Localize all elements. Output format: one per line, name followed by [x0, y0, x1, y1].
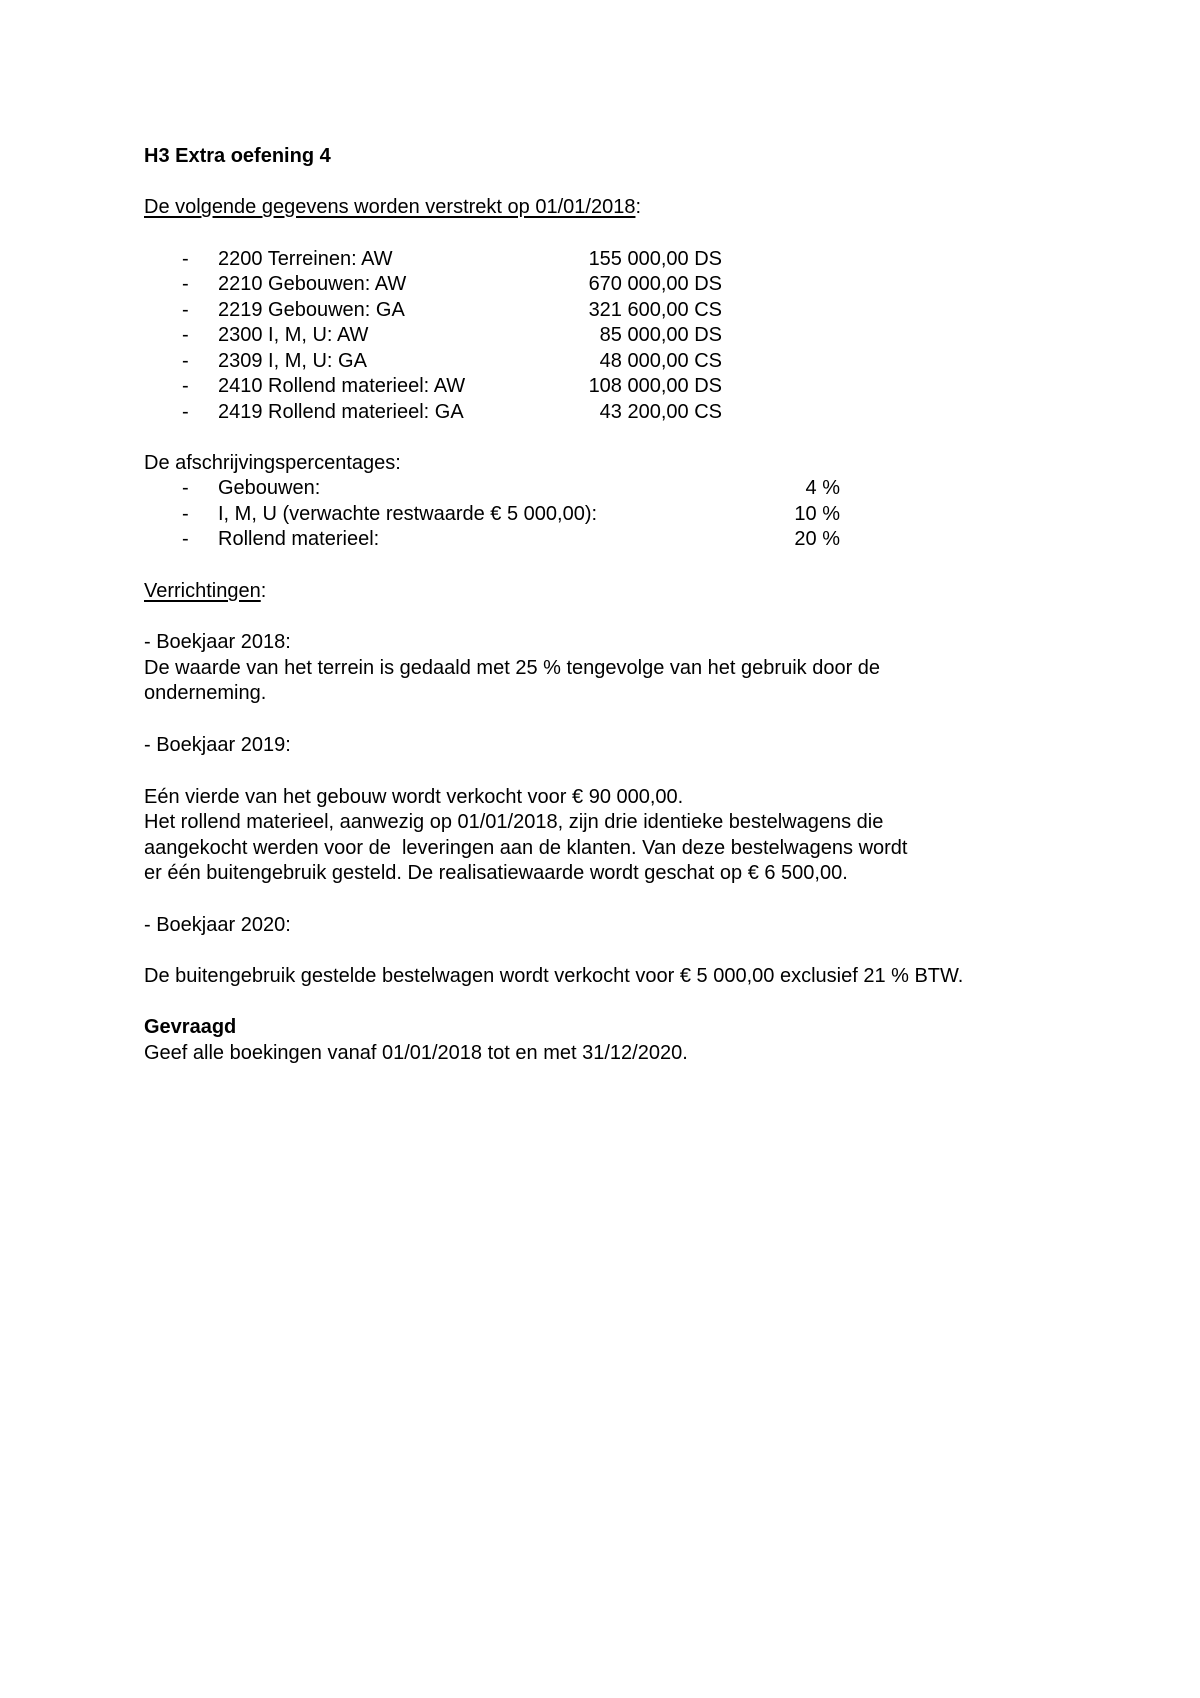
year-2018-label: - Boekjaar 2018: [144, 631, 291, 653]
depreciation-percentage: 20 % [794, 528, 840, 550]
depreciation-label: Gebouwen: [218, 477, 321, 499]
depreciation-heading: De afschrijvingspercentages: [144, 452, 401, 474]
transactions-heading [144, 578, 266, 604]
depreciation-label: Rollend materieel: [218, 528, 380, 550]
account-label: 2210 Gebouwen: AW [218, 273, 407, 295]
account-label: 2419 Rollend materieel: GA [218, 401, 464, 423]
year-2018-text: onderneming. [144, 682, 267, 704]
year-2019-text: er één buitengebruik gesteld. De realisatiewaarde wordt geschat op € 6 500,00. [144, 862, 848, 884]
year-2020-text: De buitengebruik gestelde bestelwagen wordt verkocht voor € 5 000,00 exclusief 21 % BTW. [144, 965, 964, 987]
question-heading: Gevraagd [144, 1016, 237, 1038]
account-label: 2410 Rollend materieel: AW [218, 375, 466, 397]
account-amount: 670 000,00 DS [588, 273, 722, 295]
account-amount: 48 000,00 CS [599, 350, 722, 372]
depreciation-percentage: 10 % [794, 503, 840, 525]
year-2019-text: aangekocht werden voor de leveringen aan de klanten. Van deze bestelwagens wordt [144, 837, 908, 859]
list-dash: - [182, 248, 189, 270]
list-dash: - [182, 401, 189, 423]
list-dash: - [182, 477, 189, 499]
transactions-heading-text: Verrichtingen [144, 580, 261, 602]
account-amount: 85 000,00 DS [599, 324, 722, 346]
year-2019-text: Eén vierde van het gebouw wordt verkocht voor € 90 000,00. [144, 786, 684, 808]
account-label: 2200 Terreinen: AW [218, 248, 393, 270]
depreciation-label: I, M, U (verwachte restwaarde € 5 000,00): [218, 503, 598, 525]
year-2019-text: Het rollend materieel, aanwezig op 01/01/2018, zijn drie identieke bestelwagens die [144, 811, 884, 833]
year-2020-label: - Boekjaar 2020: [144, 914, 291, 936]
account-amount: 43 200,00 CS [599, 401, 722, 423]
intro-text: De volgende gegevens worden verstrekt op 01/01/2018 [144, 196, 636, 218]
intro-suffix: : [635, 196, 642, 218]
account-label: 2300 I, M, U: AW [218, 324, 369, 346]
list-dash: - [182, 528, 189, 550]
list-dash: - [182, 273, 189, 295]
exercise-title: H3 Extra oefening 4 [144, 145, 331, 167]
transactions-heading-suffix: : [260, 580, 267, 602]
list-dash: - [182, 503, 189, 525]
list-dash: - [182, 350, 189, 372]
account-label: 2309 I, M, U: GA [218, 350, 367, 372]
list-dash: - [182, 299, 189, 321]
question-text: Geef alle boekingen vanaf 01/01/2018 tot en met 31/12/2020. [144, 1042, 688, 1064]
intro-line [144, 194, 641, 220]
year-2019-label: - Boekjaar 2019: [144, 734, 291, 756]
depreciation-percentage: 4 % [805, 477, 840, 499]
account-amount: 108 000,00 DS [588, 375, 722, 397]
year-2018-text: De waarde van het terrein is gedaald met 25 % tengevolge van het gebruik door de [144, 657, 881, 679]
account-label: 2219 Gebouwen: GA [218, 299, 405, 321]
list-dash: - [182, 375, 189, 397]
list-dash: - [182, 324, 189, 346]
account-amount: 155 000,00 DS [588, 248, 722, 270]
account-amount: 321 600,00 CS [588, 299, 722, 321]
